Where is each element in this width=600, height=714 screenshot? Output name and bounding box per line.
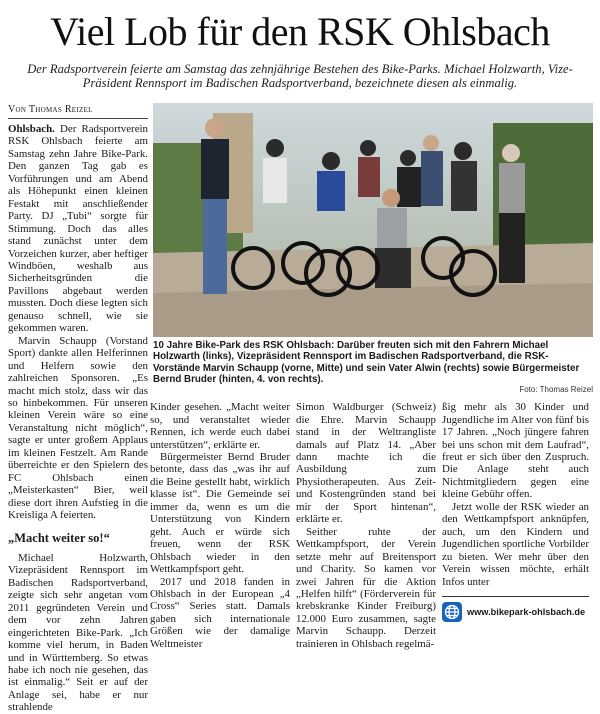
website-url[interactable]: www.bikepark-ohlsbach.de (467, 606, 586, 617)
paragraph: Jetzt wolle der RSK wieder an den Wettkampfsport anknüpfen, auch, um den Kindern und Jugendlichen sportliche Vorbilder zu bieten. Wer mehr über den Verein wissen möchte, erhält Infos unter (442, 500, 589, 588)
byline: Von Thomas Reizel (8, 104, 148, 119)
lower-columns (150, 401, 593, 650)
paragraph-text: Der Radsportverein RSK Ohlsbach feierte am Samstag zehn Jahre Bike-Park. Den ganzen Tag gab es Vorführungen und am Abend als Höhepunkt einen kleinen Festakt mit anschließender Party. DJ „Tubi“ sorgte für Stimmung. Doch das alles stand zunächst unter dem Vorzeichen kurzer, aber heftiger Windböen, weshalb aus Sicherheitsgründen die Pavillons abgebaut werden mussten. Doch diese legten sich genauso schnell, wie sie gekommen waren. (8, 123, 148, 335)
right-area (150, 103, 593, 650)
paragraph: Kinder gesehen. „Macht weiter so, und veranstaltet wieder Rennen, ich werde euch dabei unterstützen“, erklärte er. (150, 401, 290, 451)
photo-caption: 10 Jahre Bike-Park des RSK Ohlsbach: Darüber freuten sich mit den Fahrern Michael Holzwarth (links), Vizepräsident Rennsport im Badischen Radsportverband, die RSK-Vorstände Marvin Schaupp (vorne, Mitte) und sein Vater Alwin (rechts) sowie Bürgermeister Bernd Bruder (hinten, 4. von rechts). (153, 340, 580, 385)
paragraph: Michael Holzwarth, Vizepräsident Rennsport im Badischen Radsportverband, zeigte sich sehr angetan vom 2011 gegründeten Verein und dem vor zehn Jahren eingerichteten Bike-Park. „Ich komme viel herum, in Baden und in Württemberg. So etwas habe ich noch nie gesehen, das ist einmalig.“ Seit er auf der Anlage sei, habe er nur strahlende (8, 551, 148, 714)
paragraph: Simon Waldburger (Schweiz) die Ehre. Marvin Schaupp stand in der Weltrangliste damals auf Platz 14. „Aber dann machte ich die Ausbildung zum Physiotherapeuten. Aus Zeit- und Kostengründen stand bei mir der Sport hintenan“, erklärte er. (296, 401, 436, 526)
article-photo (153, 103, 593, 337)
column-2 (150, 401, 290, 650)
headline: Viel Lob für den RSK Ohlsbach (50, 9, 550, 54)
paragraph (8, 123, 148, 335)
paragraph: Marvin Schaupp (Vorstand Sport) dankte allen Helferinnen und Helfern sowie den zahlreichen Sponsoren. „Es macht mich stolz, dass wir das so hinbekommen. Für unseren kleinen Verein wäre so eine Veranstaltung nicht möglich“, sagte er unter großem Applaus im kleinen Festzelt. Am Rande überreichte er den Spielern des FC Ohlsbach einen „Meisterkasten“ Bier, weil diese dort ihren Aufstieg in die Kreisliga A feierten. (8, 334, 148, 522)
paragraph: Seither ruhte der Wettkampfsport, der Verein setzte mehr auf Breitensport und Charity. So kamen vor zwei Jahren für die Aktion „Helfen hilft“ (Förderverein für krebskranke Kinder Freiburg) 12.000 Euro zusammen, sagte Marvin Schaupp. Derzeit trainieren in Ohlsbach regelmä- (296, 525, 436, 650)
column-1 (8, 123, 148, 714)
column-3 (296, 401, 436, 650)
paragraph: 2017 und 2018 fanden in Ohlsbach in der European „4 Cross“ Series statt. Damals gaben sich internationale Größen wie der damalige Weltmeister (150, 575, 290, 650)
subheading: „Macht weiter so!“ (8, 530, 110, 545)
paragraph: Bürgermeister Bernd Bruder betonte, dass das „was ihr auf die Beine gestellt habt, wirklich klasse ist“. Die Gemeinde sei immer da, wenn es um die Unterstützung von Kindern geht. Auch er würde sich freuen, wenn der RSK Ohlsbach wieder in den Wettkampfsport geht. (150, 451, 290, 576)
subtitle: Der Radsportverein feierte am Samstag das zehnjährige Bestehen des Bike-Parks. Michael Holzwarth, Vize-Präsident Rennsport im Badischen Radsportverband, bezeichnete diesen als einmalig. (27, 62, 573, 90)
paragraph: ßig mehr als 30 Kinder und Jugendliche im Alter von fünf bis 17 Jahren. „Noch jüngere fahren bei uns schon mit dem Laufrad“, freut er sich über den Zuspruch. Die Anlage steht auch Nichtmitgliedern gegen eine kleine Gebühr offen. (442, 401, 589, 501)
photo-credit: Foto: Thomas Reizel (519, 385, 593, 395)
globe-icon (442, 602, 462, 622)
dateline: Ohlsbach. (8, 123, 55, 135)
column-4 (442, 401, 589, 650)
